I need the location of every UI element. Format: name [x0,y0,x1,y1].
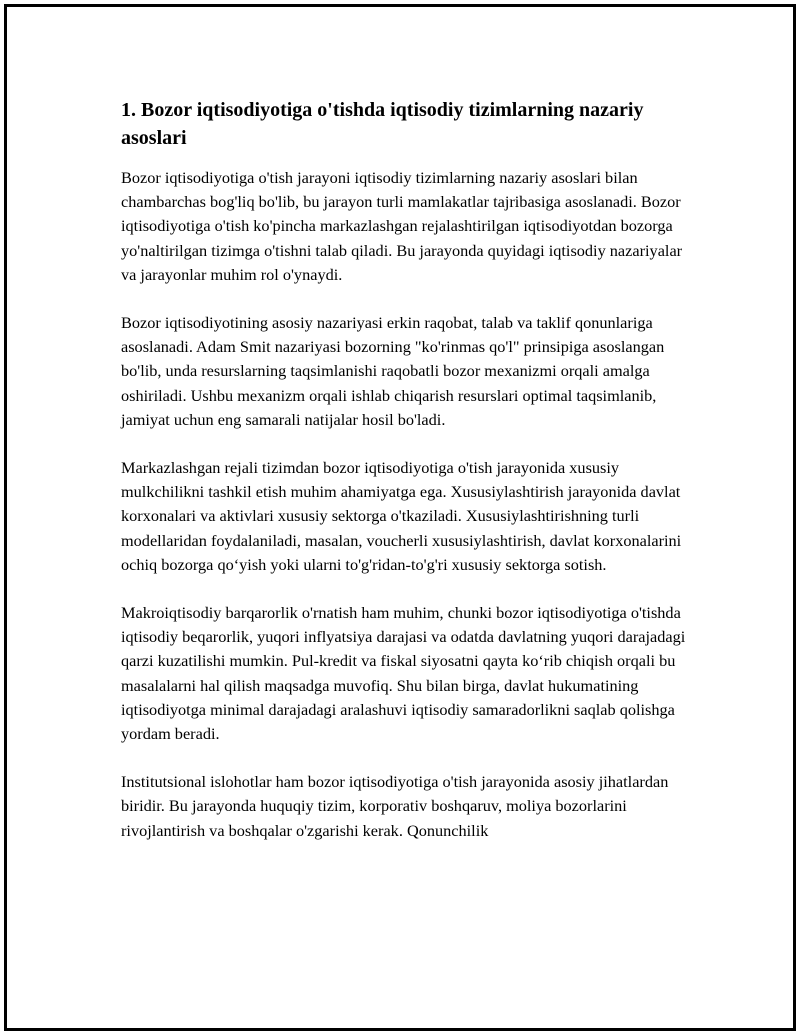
paragraph-1: Bozor iqtisodiyotiga o'tish jarayoni iqtisodiy tizimlarning nazariy asoslari bilan chambarchas bog'liq bo'lib, bu jarayon turli mamlakatlar tajribasiga asoslanadi. Bozor iqtisodiyotiga o'tish ko'pincha markazlashgan rejalashtirilgan iqtisodiyotdan bozorga yo'naltirilgan tizimga o'tishni talab qiladi. Bu jarayonda quyidagi iqtisodiy nazariyalar va jarayonlar muhim rol o'ynaydi. [121,168,683,284]
paragraph-3: Markazlashgan rejali tizimdan bozor iqtisodiyotiga o'tish jarayonida xususiy mulkchilikni tashkil etish muhim ahamiyatga ega. Xususiylashtirish jarayonida davlat korxonalari va aktivlari xususiy sektorga o'tkaziladi. Xususiylashtirishning turli modellaridan foydalaniladi, masalan, voucherli xususiylashtirish, davlat korxonalarini ochiq bozorga qo‘yish yoki ularni to'g'ridan-to'g'ri xususiy sektorga sotish. [121,458,682,574]
paragraph-2: Bozor iqtisodiyotining asosiy nazariyasi erkin raqobat, talab va taklif qonunlariga asoslanadi. Adam Smit nazariyasi bozorning "ko'rinmas qo'l" prinsipiga asoslangan bo'lib, unda resurslarning taqsimlanishi raqobatli bozor mexanizmi orqali amalga oshiriladi. Ushbu mexanizm orqali ishlab chiqarish resurslari optimal taqsimlanib, jamiyat uchun eng samarali natijalar hosil bo'ladi. [121,313,665,429]
section-heading: 1. Bozor iqtisodiyotiga o'tishda iqtisodiy tizimlarning nazariy asoslari [121,99,644,149]
paragraph-5: Institutsional islohotlar ham bozor iqtisodiyotiga o'tish jarayonida asosiy jihatlardan biridir. Bu jarayonda huquqiy tizim, korporativ boshqaruv, moliya bozorlarini rivojlantirish va boshqalar o'zgarishi kerak. Qonunchilik [121,772,669,840]
document-page [4,4,796,1031]
document-body [121,96,691,867]
paragraph-4: Makroiqtisodiy barqarorlik o'rnatish ham muhim, chunki bozor iqtisodiyotiga o'tishda iqtisodiy beqarorlik, yuqori inflyatsiya darajasi va odatda davlatning yuqori darajadagi qarzi kuzatilishi mumkin. Pul-kredit va fiskal siyosatni qayta ko‘rib chiqish orqali bu masalalarni hal qilish maqsadga muvofiq. Shu bilan birga, davlat hukumatining iqtisodiyotga minimal darajadagi aralashuvi iqtisodiy samaradorlikni saqlab qolishga yordam beradi. [121,603,686,744]
